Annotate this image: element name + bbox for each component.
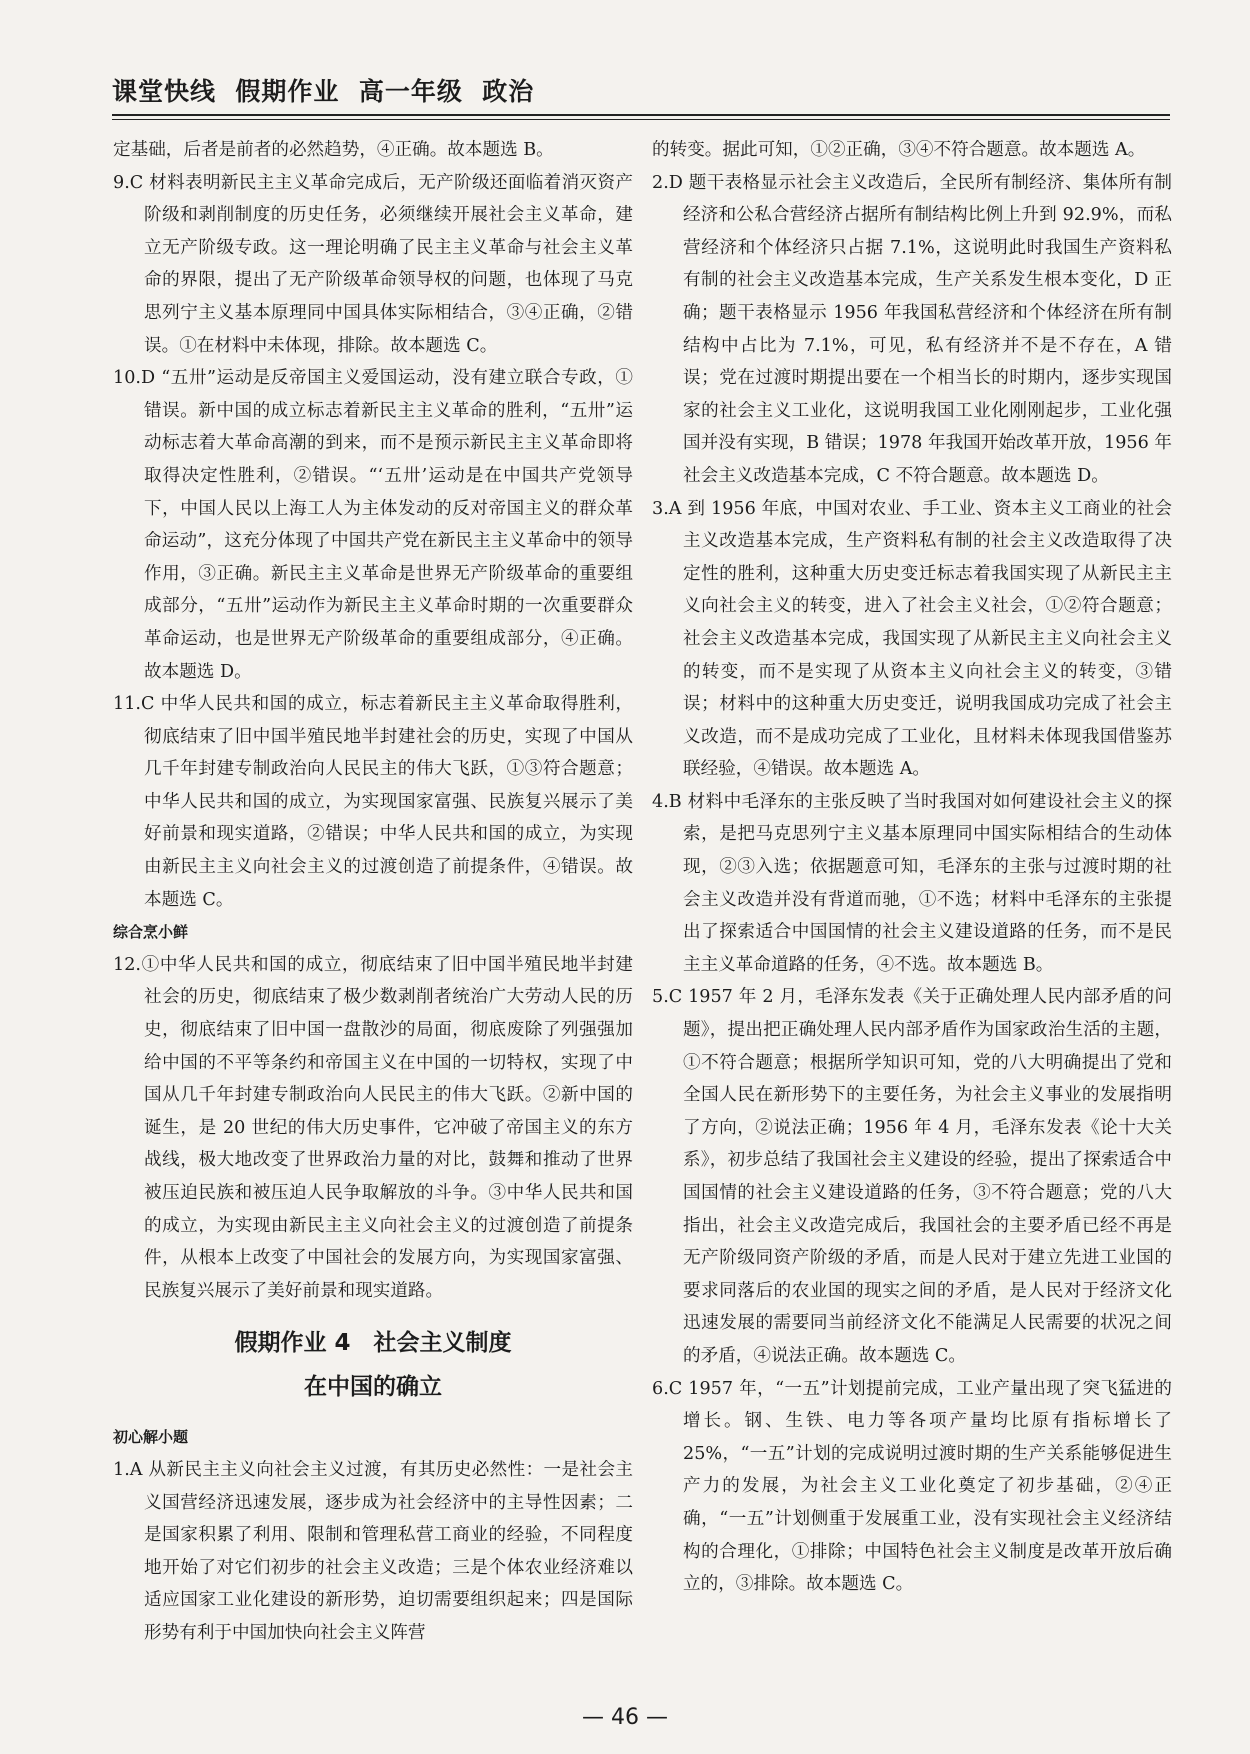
answer-continuation-right: 的转变。据此可知，①②正确，③④不符合题意。故本题选 A。 xyxy=(652,140,1146,160)
page-number-value: 46 xyxy=(611,1705,639,1730)
left-column xyxy=(113,134,633,1650)
answer-continuation: 定基础，后者是前者的必然趋势，④正确。故本题选 B。 xyxy=(113,140,554,160)
header-rule-thick xyxy=(112,114,1170,116)
answer-10: 10.D “五卅”运动是反帝国主义爱国运动，没有建立联合专政，①错误。新中国的成立标志着新民主主义革命的胜利，“五卅”运动标志着大革命高潮的到来，而不是预示新民主主义革命即将取得决定性胜利，②错误。“‘五卅’运动是在中国共产党领导下，中国人民以上海工人为主体发动的反对帝国主义的群众革命运动”，这充分体现了中国共产党在新民主主义革命中的领导作用，③正确。新民主主义革命是世界无产阶级革命的重要组成部分，“五卅”运动作为新民主主义革命时期的一次重要群众革命运动，也是世界无产阶级革命的重要组成部分，④正确。故本题选 D。 xyxy=(113,368,633,682)
answer-6: 6.C 1957 年，“一五”计划提前完成，工业产量出现了突飞猛进的增长。钢、生铁、电力等各项产量均比原有指标增长了 25%，“一五”计划的完成说明过渡时期的生产关系能够促进生产力的发展，为社会主义工业化奠定了初步基础，②④正确，“一五”计划侧重于发展重工业，没有实现社会主义经济结构的合理化，①排除；中国特色社会主义制度是改革开放后确立的，③排除。故本题选 C。 xyxy=(652,1378,1172,1595)
header-rule-thin xyxy=(112,119,1170,120)
answer-11: 11.C 中华人民共和国的成立，标志着新民主主义革命取得胜利，彻底结束了旧中国半殖民地半封建社会的历史，实现了中国从几千年封建专制政治向人民民主的伟大飞跃，①③符合题意；中华人民共和国的成立，为实现国家富强、民族复兴展示了美好前景和现实道路，②错误；中华人民共和国的成立，为实现由新民主主义向社会主义的过渡创造了前提条件，④错误。故本题选 C。 xyxy=(113,694,633,910)
assignment-title-line2: 在中国的确立 xyxy=(304,1374,442,1401)
answer-9: 9.C 材料表明新民主主义革命完成后，无产阶级还面临着消灭资产阶级和剥削制度的历史任务，必须继续开展社会主义革命，建立无产阶级专政。这一理论明确了民主主义革命与社会主义革命的界限，提出了无产阶级革命领导权的问题，也体现了马克思列宁主义基本原理同中国具体实际相结合，③④正确，②错误。①在材料中未体现，排除。故本题选 C。 xyxy=(113,172,633,356)
answer-1: 1.A 从新民主主义向社会主义过渡，有其历史必然性：一是社会主义国营经济迅速发展，逐步成为社会经济中的主导性因素；二是国家积累了利用、限制和管理私营工商业的经验，不同程度地开始了对它们初步的社会主义改造；三是个体农业经济难以适应国家工业化建设的新形势，迫切需要组织起来；四是国际形势有利于中国加快向社会主义阵营 xyxy=(113,1459,633,1643)
assignment-title xyxy=(113,1321,633,1409)
section-heading-basic: 初心解小题 xyxy=(113,1428,189,1447)
answer-3: 3.A 到 1956 年底，中国对农业、手工业、资本主义工商业的社会主义改造基本完成，生产资料私有制的社会主义改造取得了决定性的胜利，这种重大历史变迁标志着我国实现了从新民主主义向社会主义的转变，进入了社会主义社会，①②符合题意；社会主义改造基本完成，我国实现了从新民主主义向社会主义的转变，而不是实现了从资本主义向社会主义的转变，③错误；材料中的这种重大历史变迁，说明我国成功完成了社会主义改造，而不是成功完成了工业化，且材料未体现我国借鉴苏联经验，④错误。故本题选 A。 xyxy=(652,498,1172,780)
answer-4: 4.B 材料中毛泽东的主张反映了当时我国对如何建设社会主义的探索，是把马克思列宁主义基本原理同中国实际相结合的生动体现，②③入选；依据题意可知，毛泽东的主张与过渡时期的社会主义改造并没有背道而驰，①不选；材料中毛泽东的主张提出了探索适合中国国情的社会主义建设道路的任务，而不是民主主义革命道路的任务，④不选。故本题选 B。 xyxy=(652,791,1172,975)
answer-5: 5.C 1957 年 2 月，毛泽东发表《关于正确处理人民内部矛盾的问题》，提出把正确处理人民内部矛盾作为国家政治生活的主题，①不符合题意；根据所学知识可知，党的八大明确提出了党和全国人民在新形势下的主要任务，为社会主义事业的发展指明了方向，②说法正确；1956 年 4 月，毛泽东发表《论十大关系》，初步总结了我国社会主义建设的经验，提出了探索适合中国国情的社会主义建设道路的任务，③不符合题意；党的八大指出，社会主义改造完成后，我国社会的主要矛盾已经不再是无产阶级同资产阶级的矛盾，而是人民对于建立先进工业国的要求同落后的农业国的现实之间的矛盾，是人民对于经济文化迅速发展的需要同当前经济文化不能满足人民需要的状况之间的矛盾，④说法正确。故本题选 C。 xyxy=(652,987,1172,1366)
running-header: 课堂快线 假期作业 高一年级 政治 xyxy=(112,77,535,106)
assignment-title-line1: 假期作业 4 社会主义制度 xyxy=(234,1330,512,1357)
page-number: — 46 — xyxy=(582,1705,668,1730)
section-heading-comprehensive: 综合烹小鲜 xyxy=(113,923,189,942)
answer-2: 2.D 题干表格显示社会主义改造后，全民所有制经济、集体所有制经济和公私合营经济占据所有制结构比例上升到 92.9%，而私营经济和个体经济只占据 7.1%，这说明此时我国生产资料私有制的社会主义改造基本完成，生产关系发生根本变化，D 正确；题干表格显示 1956 年我国私营经济和个体经济在所有制结构中占比为 7.1%，可见，私有经济并不是不存在，A 错误；党在过渡时期提出要在一个相当长的时期内，逐步实现国家的社会主义工业化，这说明我国工业化刚刚起步，工业化强国并没有实现，B 错误；1978 年我国开始改革开放，1956 年社会主义改造基本完成，C 不符合题意。故本题选 D。 xyxy=(652,172,1172,486)
answer-12: 12.①中华人民共和国的成立，彻底结束了旧中国半殖民地半封建社会的历史，彻底结束了极少数剥削者统治广大劳动人民的历史，彻底结束了旧中国一盘散沙的局面，彻底废除了列强强加给中国的不平等条约和帝国主义在中国的一切特权，实现了中国从几千年封建专制政治向人民民主的伟大飞跃。②新中国的诞生，是 20 世纪的伟大历史事件，它冲破了帝国主义的东方战线，极大地改变了世界政治力量的对比，鼓舞和推动了世界被压迫民族和被压迫人民争取解放的斗争。③中华人民共和国的成立，为实现由新民主主义向社会主义的过渡创造了前提条件，从根本上改变了中国社会的发展方向，为实现国家富强、民族复兴展示了美好前景和现实道路。 xyxy=(113,954,633,1301)
right-column xyxy=(652,134,1172,1601)
